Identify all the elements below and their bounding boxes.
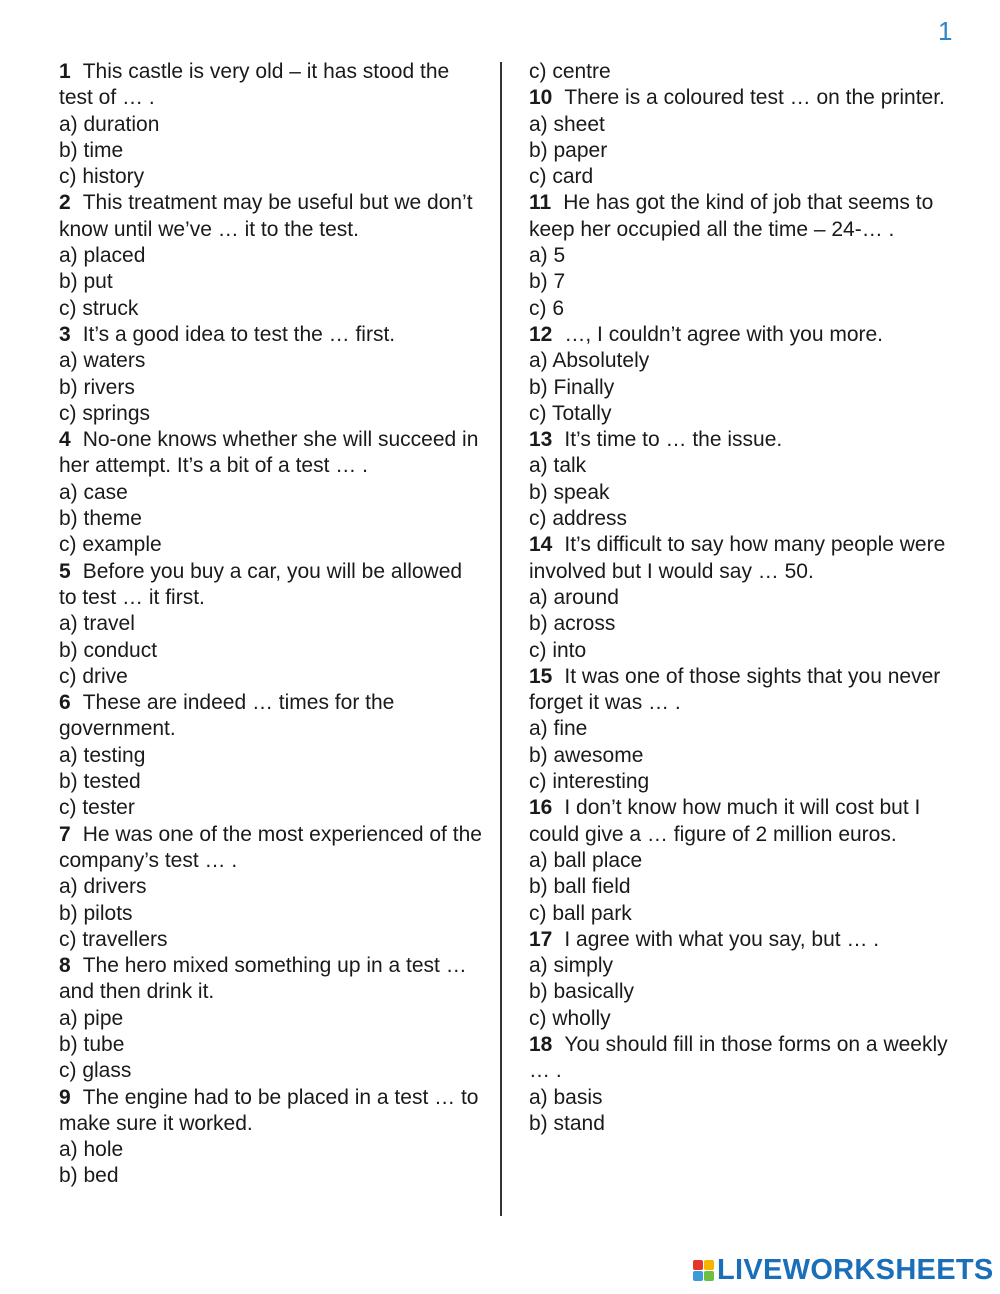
answer-option[interactable]: b) rivers — [59, 375, 135, 399]
question-number: 2 — [59, 191, 71, 215]
question-2 — [59, 190, 484, 243]
question-10 — [529, 85, 949, 111]
answer-option[interactable]: c) struck — [59, 296, 139, 320]
question-text: I agree with what you say, but … . — [564, 927, 880, 951]
answer-option[interactable]: c) into — [529, 638, 587, 662]
question-4 — [59, 427, 484, 480]
answer-option[interactable]: b) time — [59, 138, 124, 162]
answer-option[interactable]: c) address — [529, 507, 628, 531]
answer-option[interactable]: a) duration — [59, 112, 160, 136]
question-number: 18 — [529, 1032, 553, 1056]
question-14 — [529, 532, 949, 585]
logo-mark-square — [704, 1260, 714, 1270]
question-text: It’s a good idea to test the … first. — [82, 322, 396, 346]
question-number: 7 — [59, 822, 71, 846]
question-9 — [59, 1085, 484, 1138]
logo-mark-square — [693, 1271, 703, 1281]
answer-option[interactable]: c) springs — [59, 401, 151, 425]
answer-option[interactable]: b) theme — [59, 507, 142, 531]
answer-option[interactable]: a) drivers — [59, 875, 147, 899]
answer-option[interactable]: a) travel — [59, 612, 135, 636]
question-number: 14 — [529, 533, 553, 557]
answer-option[interactable]: b) stand — [529, 1111, 605, 1135]
question-number: 5 — [59, 559, 71, 583]
question-text: This castle is very old – it has stood the test of … . — [59, 60, 450, 110]
answer-option[interactable]: b) paper — [529, 138, 608, 162]
question-text: Before you buy a car, you will be allowed to test … it first. — [59, 559, 463, 609]
question-number: 10 — [529, 86, 553, 110]
answer-option[interactable]: c) drive — [59, 664, 128, 688]
question-6 — [59, 690, 484, 743]
answer-option[interactable]: b) put — [59, 270, 113, 294]
question-number: 8 — [59, 954, 71, 978]
answer-option[interactable]: c) card — [529, 165, 594, 189]
answer-option[interactable]: a) simply — [529, 954, 614, 978]
question-12 — [529, 322, 949, 348]
question-13 — [529, 427, 949, 453]
question-text: It was one of those sights that you never forget it was … . — [529, 664, 941, 715]
answer-option[interactable]: b) ball field — [529, 875, 631, 899]
logo-mark-square — [704, 1271, 714, 1281]
answer-option[interactable]: b) 7 — [529, 270, 566, 294]
question-text: This treatment may be useful but we don’t know until we’ve … it to the test. — [59, 191, 473, 241]
question-number: 15 — [529, 664, 553, 688]
question-8 — [59, 953, 484, 1006]
question-text: The hero mixed something up in a test … and then drink it. — [59, 954, 467, 1004]
answer-option[interactable]: c) tester — [59, 796, 135, 820]
question-number: 16 — [529, 796, 553, 820]
answer-option[interactable]: b) basically — [529, 980, 635, 1004]
answer-option[interactable]: a) placed — [59, 244, 146, 268]
answer-option[interactable]: b) conduct — [59, 638, 158, 662]
answer-option[interactable]: a) talk — [529, 454, 587, 478]
answer-option[interactable]: c) Totally — [529, 401, 612, 425]
answer-option[interactable]: b) bed — [59, 1164, 119, 1188]
page-number: 1 — [938, 16, 953, 46]
answer-option[interactable]: c) centre — [529, 60, 611, 83]
answer-option[interactable]: b) speak — [529, 480, 610, 504]
question-number: 11 — [529, 191, 552, 215]
question-17 — [529, 927, 949, 953]
left-question-column — [59, 59, 484, 1190]
answer-option[interactable]: a) 5 — [529, 244, 566, 268]
question-text: …, I couldn’t agree with you more. — [564, 322, 884, 346]
answer-option[interactable]: a) hole — [59, 1138, 124, 1162]
question-1 — [59, 59, 484, 112]
answer-option[interactable]: b) tested — [59, 770, 141, 794]
question-number: 13 — [529, 428, 553, 452]
answer-option[interactable]: c) history — [59, 165, 145, 189]
logo-mark-square — [693, 1260, 703, 1270]
answer-option[interactable]: c) ball park — [529, 901, 632, 925]
question-7 — [59, 822, 484, 875]
answer-option[interactable]: a) Absolutely — [529, 349, 650, 373]
question-text: He was one of the most experienced of the company’s test … . — [59, 822, 482, 872]
logo-mark-icon — [693, 1260, 714, 1281]
column-divider — [500, 62, 502, 1216]
answer-option[interactable]: c) wholly — [529, 1006, 611, 1030]
question-11 — [529, 190, 949, 243]
question-text: You should fill in those forms on a weekly … . — [529, 1032, 948, 1083]
question-number: 4 — [59, 428, 71, 452]
question-text: These are indeed … times for the government. — [59, 691, 395, 741]
question-text: It’s difficult to say how many people were involved but I would say … 50. — [529, 533, 946, 583]
answer-option[interactable]: b) across — [529, 612, 616, 636]
answer-option[interactable]: c) example — [59, 533, 162, 557]
answer-option[interactable]: a) ball place — [529, 848, 643, 872]
answer-option[interactable]: b) Finally — [529, 375, 615, 399]
answer-option[interactable]: c) glass — [59, 1059, 132, 1083]
question-number: 6 — [59, 691, 71, 715]
question-text: I don’t know how much it will cost but I could give a … figure of 2 million euros. — [529, 796, 921, 846]
question-number: 9 — [59, 1085, 71, 1109]
answer-option[interactable]: a) pipe — [59, 1006, 124, 1030]
question-5 — [59, 559, 484, 612]
answer-option[interactable]: a) basis — [529, 1085, 603, 1109]
answer-option[interactable]: c) interesting — [529, 770, 650, 794]
question-3 — [59, 322, 484, 348]
answer-option[interactable]: a) case — [59, 480, 128, 504]
answer-option[interactable]: c) 6 — [529, 296, 565, 320]
question-number: 3 — [59, 322, 71, 346]
right-question-column — [529, 59, 949, 1137]
question-number: 1 — [59, 60, 71, 83]
question-15 — [529, 664, 949, 717]
answer-option[interactable]: a) testing — [59, 743, 146, 767]
answer-option[interactable]: b) tube — [59, 1032, 125, 1056]
answer-option[interactable]: a) waters — [59, 349, 146, 373]
question-text: He has got the kind of job that seems to keep her occupied all the time – 24-… . — [529, 191, 934, 241]
question-18 — [529, 1032, 949, 1085]
question-16 — [529, 795, 949, 848]
question-number: 17 — [529, 927, 553, 951]
answer-option[interactable]: a) around — [529, 585, 619, 609]
question-text: It’s time to … the issue. — [564, 428, 783, 452]
question-text: The engine had to be placed in a test … to make sure it worked. — [59, 1085, 479, 1135]
question-text: No-one knows whether she will succeed in her attempt. It’s a bit of a test … . — [59, 428, 479, 478]
answer-option[interactable]: b) awesome — [529, 743, 644, 767]
logo-text: LIVEWORKSHEETS — [717, 1254, 994, 1286]
answer-option[interactable]: a) sheet — [529, 112, 605, 136]
answer-option[interactable]: b) pilots — [59, 901, 133, 925]
answer-option[interactable]: c) travellers — [59, 927, 168, 951]
question-text: There is a coloured test … on the printer. — [564, 86, 945, 110]
question-number: 12 — [529, 322, 553, 346]
answer-option[interactable]: a) fine — [529, 717, 588, 741]
liveworksheets-logo — [693, 1254, 994, 1287]
